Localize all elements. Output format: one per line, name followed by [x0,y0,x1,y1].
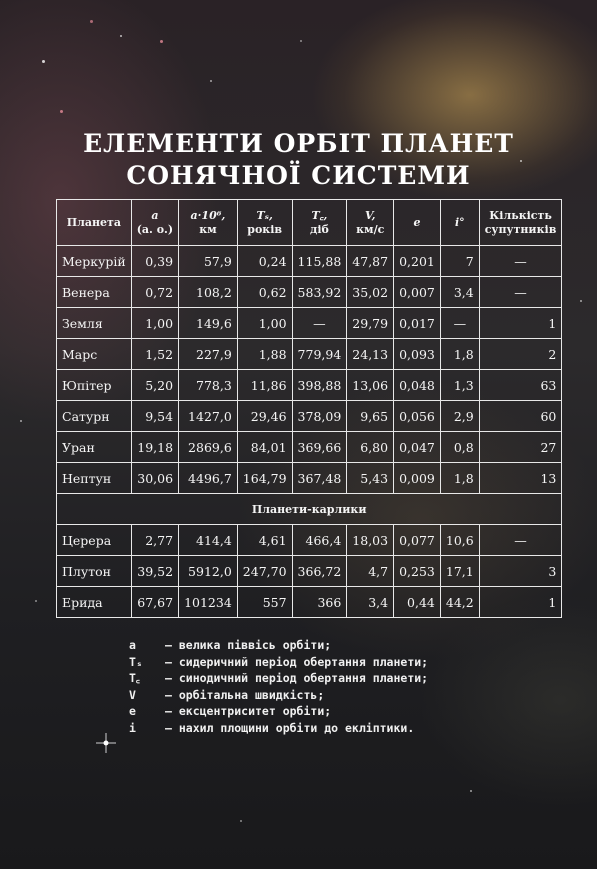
dwarf-rows [57,525,562,618]
table-cell: 115,88 [292,246,347,277]
table-cell: 11,86 [237,370,292,401]
table-cell: 0,009 [394,463,441,494]
table-cell: 583,92 [292,277,347,308]
table-cell: 4496,7 [179,463,238,494]
header-synodic-period: T꜀, діб [292,200,347,246]
table-cell: 366 [292,587,347,618]
table-cell: 84,01 [237,432,292,463]
dwarf-row [57,525,562,556]
table-cell: 9,54 [131,401,178,432]
planet-row [57,246,562,277]
table-cell: 779,94 [292,339,347,370]
table-cell: 1,88 [237,339,292,370]
table-cell: 4,61 [237,525,292,556]
table-header-row [57,200,562,246]
legend-text: — ексцентриситет орбіти; [165,704,332,718]
table-cell: 35,02 [347,277,394,308]
table-cell: — [440,308,479,339]
dwarf-section [57,494,562,525]
table-cell: 29,46 [237,401,292,432]
table-cell: 1 [479,587,562,618]
table-cell: 47,87 [347,246,394,277]
legend-item [129,654,428,671]
legend-text: — нахил площини орбіти до екліптики. [165,720,415,735]
planet-name-cell: Юпітер [57,370,132,401]
table-cell: 1,3 [440,370,479,401]
planet-row [57,463,562,494]
header-a-km: a·10⁶, км [179,200,238,246]
header-inclination: i° [440,200,479,246]
page-title [0,128,597,192]
table-cell: 2,77 [131,525,178,556]
legend-symbol: i [129,720,136,735]
planet-name-cell: Земля [57,308,132,339]
legend-item [129,637,428,654]
table-cell: 366,72 [292,556,347,587]
table-cell: 557 [237,587,292,618]
legend-symbol: V [129,687,136,702]
table-cell: 1 [479,308,562,339]
legend-text: — велика піввісь орбіти; [165,638,332,652]
table-cell: 39,52 [131,556,178,587]
table-cell: 164,79 [237,463,292,494]
legend-symbol: e [129,704,136,718]
table-cell: 378,09 [292,401,347,432]
table-cell: 17,1 [440,556,479,587]
header-eccentricity: e [394,200,441,246]
table-cell: 1,00 [131,308,178,339]
header-planet: Планета [57,200,132,246]
planet-row [57,339,562,370]
table-cell: 414,4 [179,525,238,556]
legend-text: — сидеричний період обертання планети; [165,654,429,669]
legend-text: — орбітальна швидкість; [165,687,325,702]
planet-row [57,432,562,463]
legend-item [129,670,428,687]
table-cell: 60 [479,401,562,432]
header-velocity: V, км/с [347,200,394,246]
planet-name-cell: Марс [57,339,132,370]
table-cell: 13 [479,463,562,494]
table-cell: 0,048 [394,370,441,401]
legend-item [129,703,428,720]
planet-name-cell: Нептун [57,463,132,494]
table-cell: 13,06 [347,370,394,401]
table-cell: 1427,0 [179,401,238,432]
planet-row [57,370,562,401]
header-sidereal-period: Tₛ, років [237,200,292,246]
table-cell: 1,8 [440,463,479,494]
table-cell: 0,72 [131,277,178,308]
title-line-1: ЕЛЕМЕНТИ ОРБІТ ПЛАНЕТ [83,129,514,158]
table-cell: 1,52 [131,339,178,370]
planet-name-cell: Уран [57,432,132,463]
table-cell: 466,4 [292,525,347,556]
table-cell: 63 [479,370,562,401]
table-cell: 3,4 [347,587,394,618]
table-cell: 0,253 [394,556,441,587]
table-cell: 29,79 [347,308,394,339]
planet-name-cell: Меркурій [57,246,132,277]
table-cell: 0,047 [394,432,441,463]
star-flare-icon [96,733,116,753]
planet-name-cell: Сатурн [57,401,132,432]
table-cell: 5912,0 [179,556,238,587]
table-cell: 0,8 [440,432,479,463]
table-cell: — [479,246,562,277]
header-satellites: Кількість супутників [479,200,562,246]
table-cell: 367,48 [292,463,347,494]
table-cell: 19,18 [131,432,178,463]
table-cell: 2 [479,339,562,370]
planet-name-cell: Плутон [57,556,132,587]
table-cell: 0,62 [237,277,292,308]
table-cell: 369,66 [292,432,347,463]
table-cell: 0,017 [394,308,441,339]
planet-row [57,277,562,308]
table-cell: 149,6 [179,308,238,339]
dwarf-row [57,556,562,587]
table-cell: 778,3 [179,370,238,401]
table-cell: 108,2 [179,277,238,308]
table-cell: 4,7 [347,556,394,587]
table-cell: 5,43 [347,463,394,494]
table-cell: 227,9 [179,339,238,370]
table-cell: 101234 [179,587,238,618]
table-cell: 398,88 [292,370,347,401]
table-cell: 57,9 [179,246,238,277]
table-cell: 30,06 [131,463,178,494]
table-cell: 0,007 [394,277,441,308]
planet-name-cell: Церера [57,525,132,556]
header-a-au: a (а. о.) [131,200,178,246]
planet-rows [57,246,562,494]
table-cell: 67,67 [131,587,178,618]
table-cell: 3 [479,556,562,587]
table-cell: 0,24 [237,246,292,277]
legend [129,637,428,736]
planet-row [57,401,562,432]
table-cell: 0,077 [394,525,441,556]
table-cell: — [479,525,562,556]
table-cell: 9,65 [347,401,394,432]
table-cell: 1,8 [440,339,479,370]
table-cell: 0,44 [394,587,441,618]
table-cell: 0,39 [131,246,178,277]
table-cell: 5,20 [131,370,178,401]
table-cell: 247,70 [237,556,292,587]
table-cell: 18,03 [347,525,394,556]
table-cell: 2,9 [440,401,479,432]
table-cell: 0,093 [394,339,441,370]
table-cell: 0,056 [394,401,441,432]
table-cell: 10,6 [440,525,479,556]
table-cell: — [479,277,562,308]
planet-row [57,308,562,339]
legend-symbol: a [129,638,136,652]
table-cell: 24,13 [347,339,394,370]
table-cell: — [292,308,347,339]
table-cell: 6,80 [347,432,394,463]
legend-symbol: Tₛ [129,654,143,669]
legend-item [129,720,428,737]
table-cell: 3,4 [440,277,479,308]
planet-name-cell: Ерида [57,587,132,618]
planet-name-cell: Венера [57,277,132,308]
table-cell: 0,201 [394,246,441,277]
legend-item [129,687,428,704]
legend-symbol: T꜀ [129,671,140,685]
table-cell: 27 [479,432,562,463]
table-cell: 2869,6 [179,432,238,463]
dwarf-heading-row [57,494,562,525]
legend-text: — синодичний період обертання планети; [165,671,429,685]
dwarf-heading: Планети-карлики [57,494,562,525]
title-line-2: СОНЯЧНОЇ СИСТЕМИ [126,161,471,190]
dwarf-row [57,587,562,618]
table-cell: 7 [440,246,479,277]
orbit-elements-table [56,199,562,618]
table-cell: 1,00 [237,308,292,339]
table-cell: 44,2 [440,587,479,618]
